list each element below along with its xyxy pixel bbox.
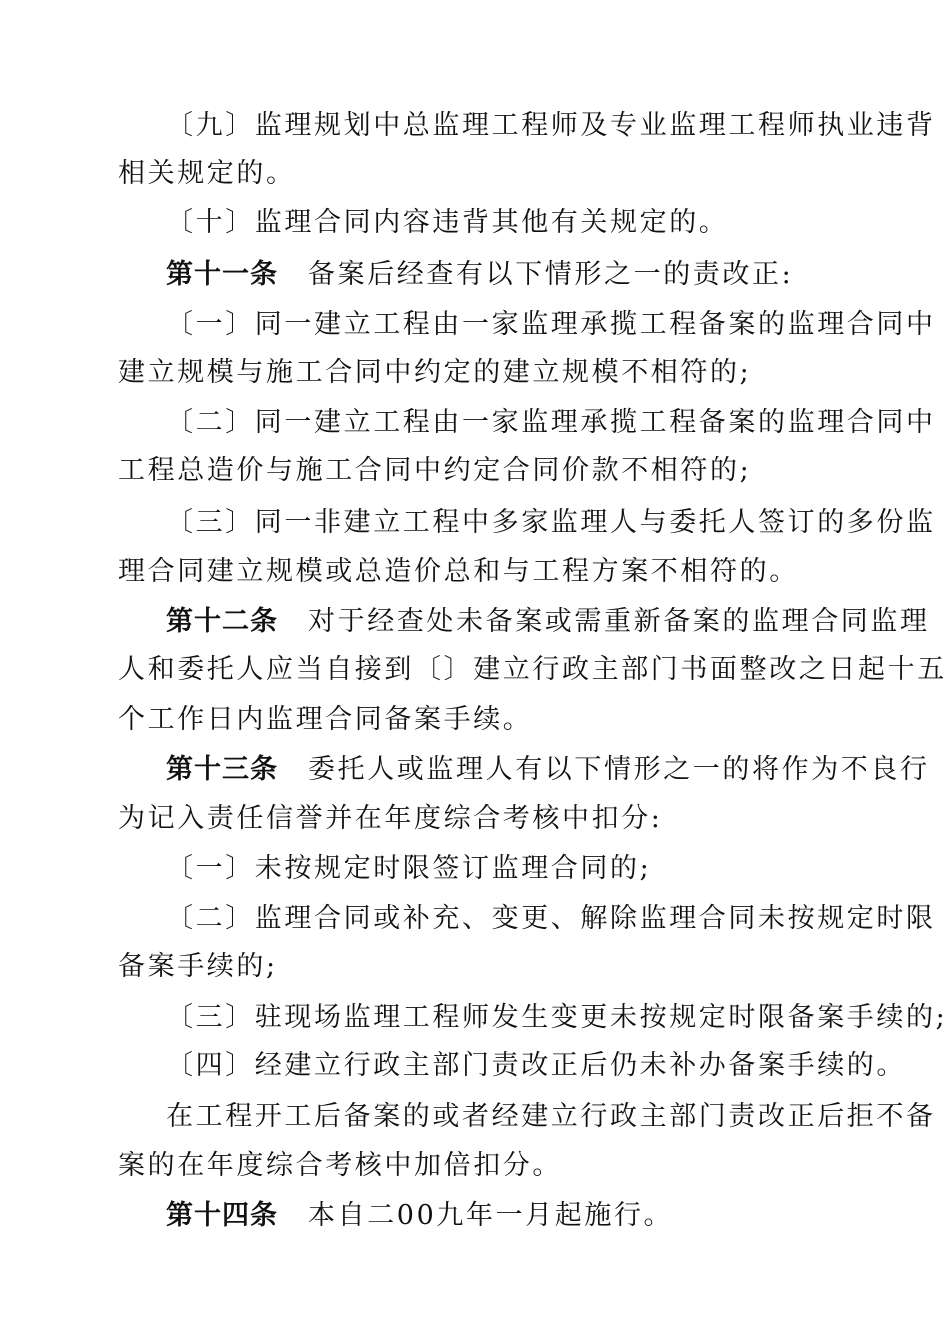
article-13-item-4: 〔四〕经建立行政主部门责改正后仍未补办备案手续的。 — [166, 1050, 906, 1081]
clause-9-line-2: 相关规定的。 — [118, 158, 296, 189]
article-11-item-3-line-2: 理合同建立规模或总造价总和与工程方案不相符的。 — [118, 556, 799, 587]
article-11-item-1-line-2: 建立规模与施工合同中约定的建立规模不相符的; — [118, 357, 752, 388]
article-14-text: 本自二00九年一月起施行。 — [308, 1200, 674, 1231]
article-13-note-line-2: 案的在年度综合考核中加倍扣分。 — [118, 1150, 562, 1181]
article-12-line-3: 个工作日内监理合同备案手续。 — [118, 704, 533, 735]
article-11-heading: 第十一条 — [166, 259, 278, 290]
article-13-line-2: 为记入责任信誉并在年度综合考核中扣分: — [118, 803, 663, 834]
article-12-heading: 第十二条 — [166, 606, 278, 637]
article-13-text: 委托人或监理人有以下情形之一的将作为不良行 — [308, 754, 930, 785]
article-14-heading: 第十四条 — [166, 1200, 278, 1231]
clause-9-line-1: 〔九〕监理规划中总监理工程师及专业监理工程师执业违背 — [166, 110, 936, 141]
article-13-heading: 第十三条 — [166, 754, 278, 785]
article-11-item-3-line-1: 〔三〕同一非建立工程中多家监理人与委托人签订的多份监 — [166, 507, 936, 538]
article-13-note-line-1: 在工程开工后备案的或者经建立行政主部门责改正后拒不备 — [166, 1101, 936, 1132]
article-12-line-2: 人和委托人应当自接到〔〕建立行政主部门书面整改之日起十五 — [118, 654, 947, 685]
article-12-line-1 — [166, 602, 930, 642]
clause-10: 〔十〕监理合同内容违背其他有关规定的。 — [166, 207, 729, 238]
article-13-line-1 — [166, 750, 930, 790]
article-11-line-1 — [166, 255, 793, 295]
article-13-item-2-line-1: 〔二〕监理合同或补充、变更、解除监理合同未按规定时限 — [166, 903, 936, 934]
article-13-item-2-line-2: 备案手续的; — [118, 951, 278, 982]
article-14-line-1 — [166, 1196, 673, 1236]
article-13-item-3: 〔三〕驻现场监理工程师发生变更未按规定时限备案手续的; — [166, 1002, 948, 1033]
article-12-text: 对于经查处未备案或需重新备案的监理合同监理 — [308, 606, 930, 637]
article-11-item-2-line-2: 工程总造价与施工合同中约定合同价款不相符的; — [118, 455, 752, 486]
article-11-text: 备案后经查有以下情形之一的责改正: — [308, 259, 794, 290]
article-11-item-1-line-1: 〔一〕同一建立工程由一家监理承揽工程备案的监理合同中 — [166, 309, 936, 340]
article-11-item-2-line-1: 〔二〕同一建立工程由一家监理承揽工程备案的监理合同中 — [166, 407, 936, 438]
article-13-item-1: 〔一〕未按规定时限签订监理合同的; — [166, 853, 652, 884]
